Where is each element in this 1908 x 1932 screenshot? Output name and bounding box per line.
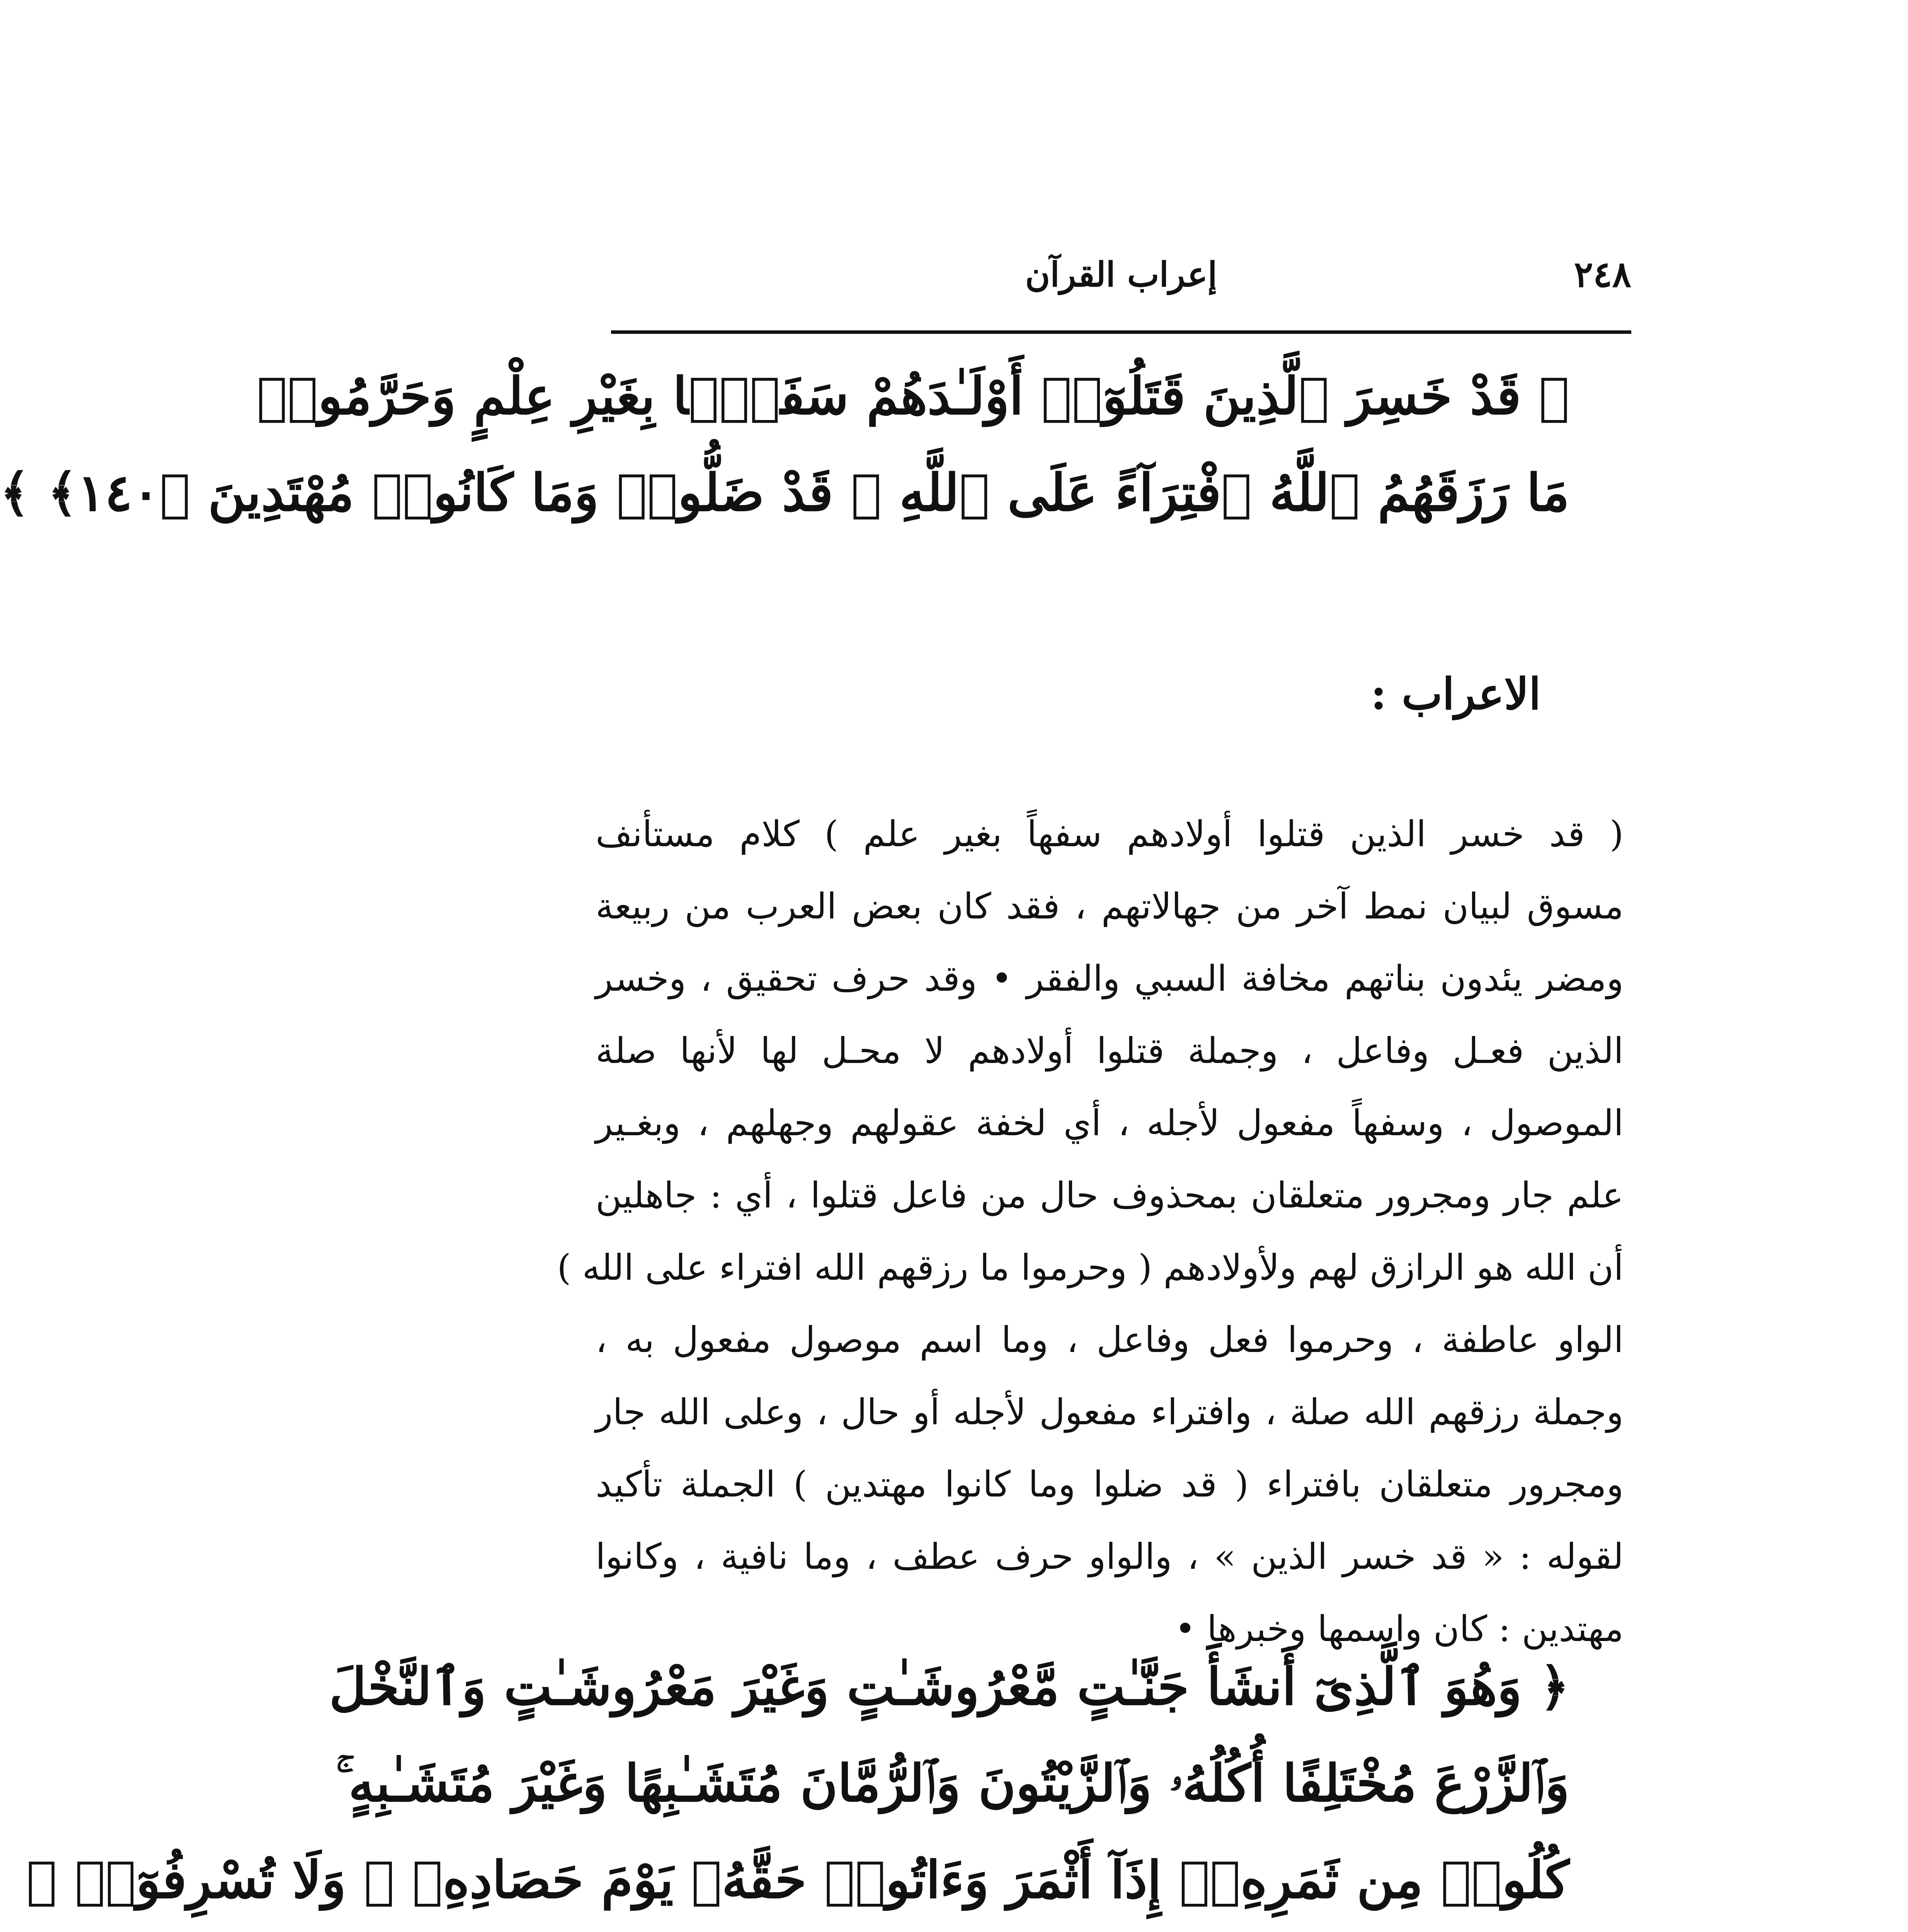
header-rule: [611, 330, 1631, 334]
page-number: ٢٤٨: [1574, 253, 1631, 295]
section-heading: الاعراب :: [1370, 669, 1541, 719]
verse-line: مَا رَزَقَهُمُ ٱللَّهُ ٱفْتِرَآءً عَلَى ٱللَّهِ ۚ قَدْ ضَلُّوا۟ وَمَا كَانُوا۟ مُهْتَدِينَ ﴿١٤٠﴾ ﴾: [0, 463, 1569, 523]
commentary-text: [557, 798, 1624, 1665]
running-title: إعراب القرآن: [1025, 254, 1217, 294]
verse-line: ﴿ وَهُوَ ٱلَّذِىٓ أَنشَأَ جَنَّـٰتٍ مَّعْرُوشَـٰتٍ وَغَيْرَ مَعْرُوشَـٰتٍ وَٱلنَّخْلَ: [329, 1657, 1569, 1717]
commentary-line: مسوق لبيان نمط آخر من جهالاتهم ، فقد كان بعض العرب من ربيعة: [596, 886, 1624, 927]
commentary-line: الواو عاطفة ، وحرموا فعل وفاعل ، وما اسم موصول مفعول به ،: [596, 1319, 1624, 1361]
commentary-line: الموصول ، وسفهاً مفعول لأجله ، أي لخفة عقولهم وجهلهم ، وبغـير: [596, 1102, 1624, 1144]
commentary-line: ومجرور متعلقان بافتراء ( قد ضلوا وما كانوا مهتدين ) الجملة تأكيد: [596, 1464, 1624, 1505]
quran-verse-block: [0, 366, 1569, 564]
commentary-line: لقوله : « قد خسر الذين » ، والواو حرف عطف ، وما نافية ، وكانوا: [596, 1536, 1624, 1577]
page-header: [611, 247, 1631, 301]
commentary-line: ومضر يئدون بناتهم مخافة السبي والفقر • وقد حرف تحقيق ، وخسر: [596, 958, 1624, 999]
commentary-line: علم جار ومجرور متعلقان بمحذوف حال من فاعل قتلوا ، أي : جاهلين: [596, 1175, 1624, 1216]
commentary-line: ( قد خسر الذين قتلوا أولادهم سفهاً بغير علم ) كلام مستأنف: [596, 813, 1624, 855]
quran-verse-block: [26, 1657, 1569, 1932]
commentary-line: مهتدين : كان واسمها وخبرها •: [1174, 1608, 1624, 1650]
commentary-line: الذين فعـل وفاعل ، وجملة قتلوا أولادهم لا محـل لها لأنها صلة: [596, 1030, 1624, 1071]
commentary-line: أن الله هو الرازق لهم ولأولادهم ( وحرموا ما رزقهم الله افتراء على الله ): [557, 1247, 1624, 1288]
verse-line: كُلُوا۟ مِن ثَمَرِهِۦٓ إِذَآ أَثْمَرَ وَءَاتُوا۟ حَقَّهُۥ يَوْمَ حَصَادِهِۦ ۖ وَلَا تُسْرِفُوٓا۟ ۚ: [26, 1850, 1569, 1910]
verse-line: وَٱلزَّرْعَ مُخْتَلِفًا أُكُلُهُۥ وَٱلزَّيْتُونَ وَٱلرُّمَّانَ مُتَشَـٰبِهًا وَغَيْرَ مُتَشَـٰبِهٍ ۚ: [335, 1753, 1569, 1813]
commentary-line: وجملة رزقهم الله صلة ، وافتراء مفعول لأجله أو حال ، وعلى الله جار: [596, 1391, 1624, 1433]
verse-line: ﴿ قَدْ خَسِرَ ٱلَّذِينَ قَتَلُوٓا۟ أَوْلَـٰدَهُمْ سَفَهًۢا بِغَيْرِ عِلْمٍ وَحَرَّمُوا۟: [257, 366, 1569, 426]
